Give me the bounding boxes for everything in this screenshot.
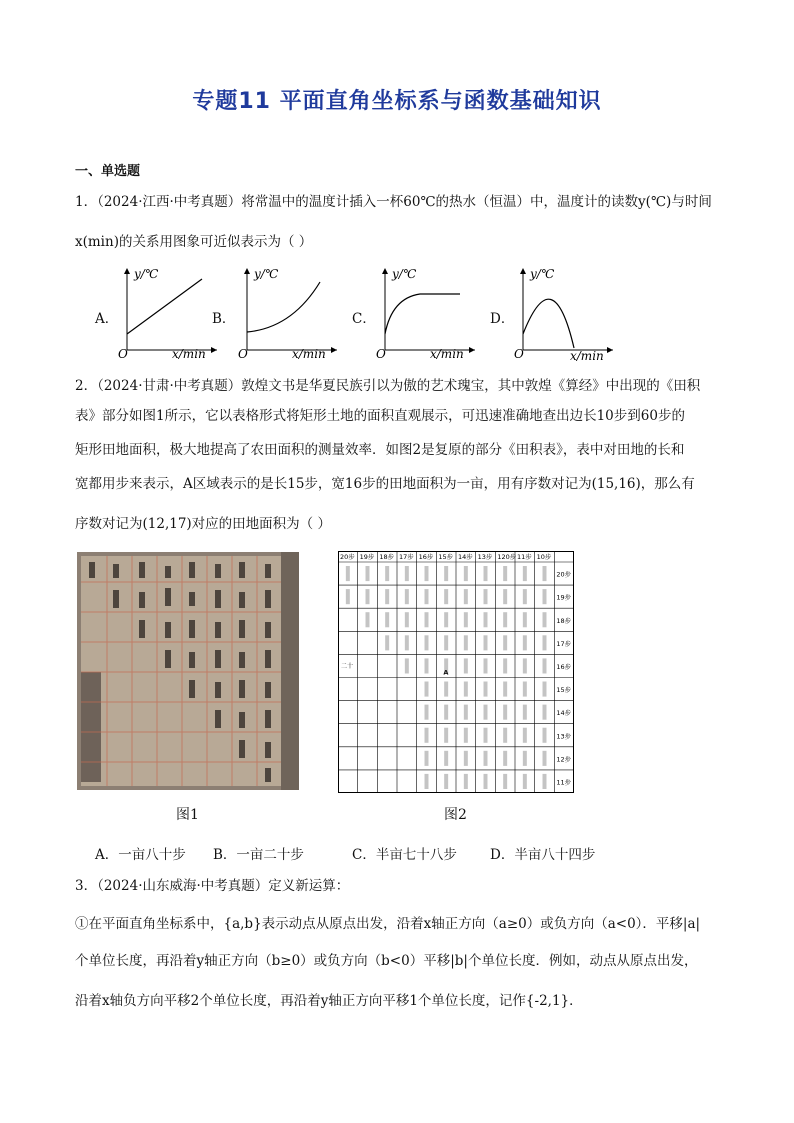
- table-row-header-cell: 19步: [556, 593, 572, 602]
- table-cell-text-mark: [523, 705, 527, 720]
- table-cell-text-mark: [523, 589, 527, 604]
- q3-text-line2: ①在平面直角坐标系中，{a,b}表示动点从原点出发，沿着x轴正方向（a≥0）或负方向（a<0）．平移|a|: [75, 916, 701, 932]
- q3-text-line4: 沿着x轴负方向平移2个单位长度，再沿着y轴正方向平移1个单位长度，记作{-2,1}．: [75, 993, 583, 1009]
- q2-figure2-caption: 图2: [444, 807, 467, 823]
- table-cell-text-mark: [444, 566, 448, 581]
- table-cell-text-mark: [405, 658, 409, 673]
- table-row-header-cell: 15步: [556, 686, 572, 695]
- y-axis-label: y/℃: [530, 267, 555, 281]
- q2-figure1-caption: 图1: [176, 807, 199, 823]
- table-cell-text-mark: [366, 612, 370, 627]
- table-cell-text-mark: [464, 682, 468, 697]
- table-cell-text-mark: [405, 612, 409, 627]
- table-cell-text-mark: [503, 566, 507, 581]
- section-heading: 一、单选题: [75, 164, 141, 179]
- q1-option-a-label: A．: [95, 311, 119, 327]
- table-cell-text-mark: [444, 682, 448, 697]
- table-cell-text-mark: [444, 612, 448, 627]
- table-cell-text-mark: [523, 682, 527, 697]
- table-row-header-cell: 13步: [556, 732, 572, 741]
- table-cell-text-mark: [503, 658, 507, 673]
- page-title: 专题11 平面直角坐标系与函数基础知识: [192, 89, 602, 114]
- curve-linear: [127, 279, 202, 334]
- y-axis-label: y/℃: [134, 267, 159, 281]
- table-cell-text-mark: [444, 658, 448, 673]
- x-axis-label: x/min: [292, 347, 326, 361]
- table-cell-text-mark: [385, 612, 389, 627]
- q2-text-line1: 2．（2024·甘肃·中考真题）敦煌文书是华夏民族引以为傲的艺术瑰宝，其中敦煌《算经》中出现的《田积: [75, 378, 701, 394]
- table-cell-text-mark: [444, 751, 448, 766]
- table-cell-text-mark: [425, 566, 429, 581]
- table-cell-text-mark: [444, 774, 448, 789]
- table-cell-text-mark: [484, 705, 488, 720]
- table-row-header-cell: 17步: [556, 639, 572, 648]
- table-header-cell: 20步: [340, 553, 355, 561]
- table-cell-text-mark: [464, 658, 468, 673]
- q1-text-line2: x(min)的关系用图象可近似表示为（ ）: [75, 234, 313, 250]
- table-header-cell: 13步: [477, 553, 493, 561]
- table-cell-text-mark: [484, 635, 488, 650]
- table-row-header-cell: 18步: [556, 616, 572, 625]
- table-cell-text-mark: [464, 728, 468, 743]
- table-cell-text-mark: [366, 566, 370, 581]
- x-axis-arrow: [607, 347, 613, 353]
- table-cell-text-mark: [346, 589, 350, 604]
- table-cell-text-mark: [503, 751, 507, 766]
- q2-text-line5: 序数对记为(12,17)对应的田地面积为（ ）: [75, 516, 331, 532]
- table-cell-text-mark: [405, 566, 409, 581]
- table-row-header-cell: 12步: [556, 755, 572, 764]
- x-axis-label: x/min: [430, 347, 464, 361]
- table-cell-text-mark: [444, 589, 448, 604]
- table-cell-text-mark: [503, 682, 507, 697]
- table-cell-text-mark: [444, 728, 448, 743]
- table-cell-a: A: [443, 668, 449, 677]
- table-cell-text-mark: [425, 589, 429, 604]
- table-cell-text-mark: [366, 589, 370, 604]
- table-cell-text-mark: [503, 589, 507, 604]
- table-header-cell: 11步: [517, 553, 532, 561]
- table-cell-text-mark: [503, 705, 507, 720]
- table-header-cell: 14步: [458, 553, 473, 561]
- origin-label: O: [238, 347, 248, 361]
- curve-rise-fall: [523, 299, 574, 348]
- table-cell-text-mark: [484, 566, 488, 581]
- table-cell-left: 二十: [341, 662, 354, 670]
- q3-text-line1: 3．（2024·山东威海·中考真题）定义新运算：: [75, 878, 350, 894]
- y-axis-arrow: [520, 268, 526, 274]
- x-axis-label: x/min: [172, 347, 206, 361]
- table-cell-text-mark: [464, 589, 468, 604]
- origin-label: O: [376, 347, 386, 361]
- curve-saturating: [385, 294, 460, 334]
- q2-text-line3: 矩形田地面积，极大地提高了农田面积的测量效率．如图2是复原的部分《田积表》，表中对田地的长和: [75, 442, 685, 458]
- table-row-header-cell: 16步: [556, 662, 572, 671]
- y-axis-label: y/℃: [254, 267, 279, 281]
- table-cell-text-mark: [385, 635, 389, 650]
- table-cell-text-mark: [464, 635, 468, 650]
- table-cell-text-mark: [346, 566, 350, 581]
- x-axis-arrow: [469, 347, 475, 353]
- table-cell-text-mark: [523, 612, 527, 627]
- table-cell-text-mark: [503, 728, 507, 743]
- table-header-cell: 16步: [418, 553, 434, 561]
- table-cell-text-mark: [464, 566, 468, 581]
- table-cell-text-mark: [425, 682, 429, 697]
- q1-option-c-label: C．: [352, 311, 376, 327]
- q2-figure2-table: [338, 551, 574, 793]
- table-row-header-cell: 20步: [556, 570, 572, 579]
- table-header-cell: 15步: [438, 553, 454, 561]
- y-axis-arrow: [382, 268, 388, 274]
- q1-graph-c: [370, 262, 480, 362]
- q1-text-line1: 1．（2024·江西·中考真题）将常温中的温度计插入一杯60℃的热水（恒温）中，温度计的读数y(℃)与时间: [75, 194, 712, 210]
- table-cell-text-mark: [484, 682, 488, 697]
- table-cell-text-mark: [444, 705, 448, 720]
- table-header-cell: 19步: [359, 553, 375, 561]
- q1-graph-b: [232, 262, 342, 362]
- table-cell-text-mark: [543, 751, 547, 766]
- table-cell-text-mark: [405, 635, 409, 650]
- table-row-header-cell: 11步: [556, 778, 572, 787]
- table-cell-text-mark: [405, 589, 409, 604]
- table-cell-text-mark: [503, 774, 507, 789]
- table-cell-text-mark: [484, 751, 488, 766]
- y-axis-arrow: [124, 268, 130, 274]
- x-axis-arrow: [211, 347, 217, 353]
- table-cell-text-mark: [464, 751, 468, 766]
- table-cell-text-mark: [425, 612, 429, 627]
- q2-text-line4: 宽都用步来表示，A区域表示的是长15步，宽16步的田地面积为一亩，用有序数对记为(15,16)，那么有: [75, 476, 695, 492]
- table-cell-text-mark: [543, 728, 547, 743]
- table-cell-text-mark: [543, 612, 547, 627]
- x-axis-arrow: [331, 347, 337, 353]
- table-cell-text-mark: [523, 635, 527, 650]
- table-cell-text-mark: [425, 635, 429, 650]
- table-cell-text-mark: [523, 566, 527, 581]
- table-header-cell: 120步: [497, 553, 517, 561]
- table-header-cell: 10步: [536, 553, 552, 561]
- x-axis-label: x/min: [570, 349, 604, 362]
- table-cell-text-mark: [543, 705, 547, 720]
- curve-convex: [247, 282, 320, 332]
- table-row-header-cell: 14步: [556, 709, 572, 718]
- table-cell-text-mark: [543, 658, 547, 673]
- table-cell-text-mark: [425, 705, 429, 720]
- table-cell-text-mark: [543, 566, 547, 581]
- table-cell-text-mark: [484, 612, 488, 627]
- q1-graph-a: [112, 262, 222, 362]
- q1-graph-d: [508, 262, 618, 362]
- table-header-cell: 17步: [399, 553, 414, 561]
- table-cell-text-mark: [503, 635, 507, 650]
- y-axis-arrow: [244, 268, 250, 274]
- table-cell-text-mark: [503, 612, 507, 627]
- table-cell-text-mark: [484, 589, 488, 604]
- table-cell-text-mark: [523, 658, 527, 673]
- table-cell-text-mark: [523, 774, 527, 789]
- q2-option-c: C．半亩七十八步: [352, 847, 457, 863]
- q3-text-line3: 个单位长度，再沿着y轴正方向（b≥0）或负方向（b<0）平移|b|个单位长度．例如，动点从原点出发，: [75, 953, 698, 969]
- table-cell-text-mark: [543, 774, 547, 789]
- table-cell-text-mark: [464, 612, 468, 627]
- table-cell-text-mark: [385, 589, 389, 604]
- q1-option-b-label: B．: [212, 311, 236, 327]
- q2-figure1-manuscript-image: [77, 552, 299, 790]
- q1-option-d-label: D．: [490, 311, 515, 327]
- q2-text-line2: 表》部分如图1所示，它以表格形式将矩形土地的面积直观展示，可迅速准确地查出边长10步到60步的: [75, 408, 685, 424]
- table-cell-text-mark: [543, 635, 547, 650]
- table-cell-text-mark: [444, 635, 448, 650]
- table-cell-text-mark: [484, 774, 488, 789]
- origin-label: O: [118, 347, 128, 361]
- y-axis-label: y/℃: [392, 267, 417, 281]
- table-cell-text-mark: [425, 751, 429, 766]
- table-cell-text-mark: [523, 728, 527, 743]
- q2-option-b: B．一亩二十步: [213, 847, 304, 863]
- q2-option-a: A．一亩八十步: [95, 847, 186, 863]
- table-cell-text-mark: [385, 566, 389, 581]
- table-header-cell: 18步: [379, 553, 395, 561]
- table-cell-text-mark: [464, 774, 468, 789]
- table-cell-text-mark: [425, 774, 429, 789]
- table-cell-text-mark: [464, 705, 468, 720]
- table-cell-text-mark: [523, 751, 527, 766]
- table-cell-text-mark: [425, 728, 429, 743]
- origin-label: O: [514, 347, 524, 361]
- q2-option-d: D．半亩八十四步: [490, 847, 596, 863]
- table-cell-text-mark: [484, 658, 488, 673]
- table-cell-text-mark: [543, 589, 547, 604]
- table-cell-text-mark: [425, 658, 429, 673]
- table-cell-text-mark: [484, 728, 488, 743]
- table-cell-text-mark: [543, 682, 547, 697]
